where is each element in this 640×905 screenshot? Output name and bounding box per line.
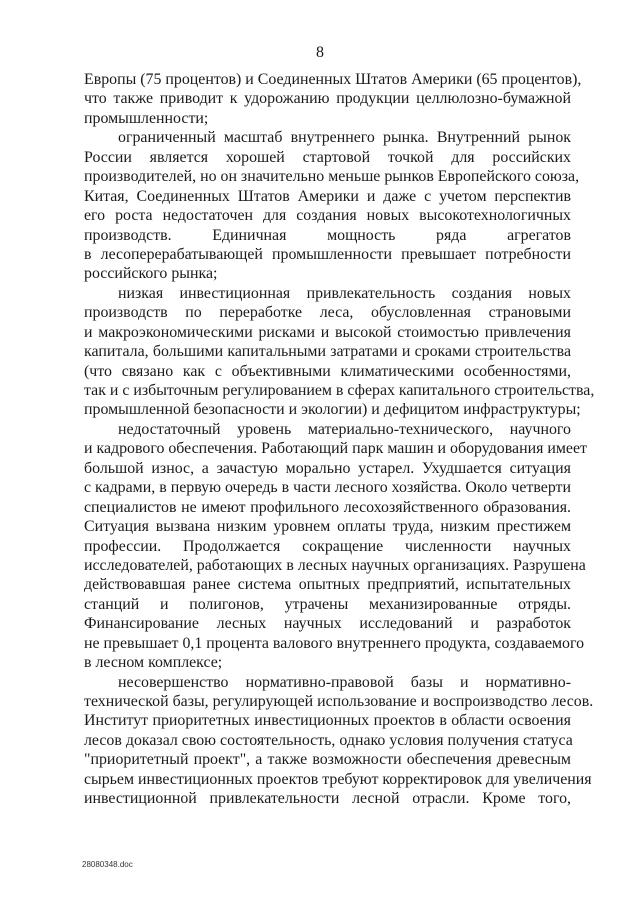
- paragraph-limited-market: [84, 128, 580, 284]
- text-line: Институт приоритетных инвестиционных проектов в области освоения: [84, 712, 571, 730]
- text-line: и макроэкономическими рисками и высокой стоимостью привлечения: [84, 323, 571, 341]
- paragraph-low-investment: [84, 284, 595, 420]
- text-line: производителей, но он значительно меньше рынков Европейского союза,: [84, 168, 580, 186]
- paragraph-insufficient-support: [84, 420, 587, 673]
- text-line: так и с избыточным регулированием в сферах капитального строительства,: [84, 382, 595, 399]
- text-line: в лесном комплексе;: [84, 654, 223, 672]
- text-line: производств. Единичная мощность ряда агрегатов: [84, 226, 571, 244]
- text-line: России является хорошей стартовой точкой для российских: [84, 148, 571, 166]
- text-line: "приоритетный проект", а также возможности обеспечения древесным: [84, 751, 571, 769]
- text-line: Ситуация вызвана низким уровнем оплаты труда, низким престижем: [84, 518, 571, 536]
- text-line: Китая, Соединенных Штатов Америки и даже с учетом перспектив: [84, 187, 571, 205]
- text-line: лесов доказал свою состоятельность, однако условия получения статуса: [84, 731, 573, 749]
- document-file-code: 28080348.doc: [82, 860, 133, 869]
- text-line: недостаточный уровень материально-технического, научного: [118, 420, 571, 438]
- text-line: в лесоперерабатывающей промышленности превышает потребности: [84, 245, 571, 263]
- text-line: станций и полигонов, утрачены механизированные отряды.: [84, 595, 571, 613]
- text-line: промышленной безопасности и экологии) и дефицитом инфраструктуры;: [84, 401, 581, 419]
- text-line: Финансирование лесных научных исследований и разработок: [84, 615, 571, 633]
- text-line: его роста недостаточен для создания новых высокотехнологичных: [84, 207, 571, 225]
- paragraph-continuation: [84, 70, 582, 128]
- text-line: российского рынка;: [84, 265, 218, 283]
- text-line: Европы (75 процентов) и Соединенных Штатов Америки (65 процентов),: [84, 71, 582, 88]
- text-line: технической базы, регулирующей использование и воспроизводство лесов.: [84, 693, 594, 710]
- page-number: 8: [316, 44, 324, 61]
- text-line: и кадрового обеспечения. Работающий парк машин и оборудования имеет: [84, 440, 587, 458]
- text-line: производств по переработке леса, обусловленная страновыми: [84, 304, 571, 322]
- text-line: с кадрами, в первую очередь в части лесного хозяйства. Около четверти: [84, 479, 571, 497]
- document-body: [84, 70, 595, 809]
- text-line: несовершенство нормативно-правовой базы и нормативно-: [118, 673, 571, 691]
- text-line: промышленности;: [84, 109, 209, 127]
- text-line: инвестиционной привлекательности лесной отрасли. Кроме того,: [84, 790, 571, 808]
- text-line: сырьем инвестиционных проектов требуют корректировок для увеличения: [84, 770, 592, 788]
- text-line: исследователей, работающих в лесных научных организациях. Разрушена: [84, 556, 586, 574]
- text-line: что также приводит к удорожанию продукции целлюлозно-бумажной: [84, 90, 571, 108]
- text-line: низкая инвестиционная привлекательность создания новых: [118, 284, 571, 302]
- text-line: ограниченный масштаб внутреннего рынка. Внутренний рынок: [118, 129, 571, 147]
- text-line: действовавшая ранее система опытных предприятий, испытательных: [84, 576, 571, 594]
- text-line: (что связано как с объективными климатическими особенностями,: [84, 362, 571, 380]
- text-line: большой износ, а зачастую морально устарел. Ухудшается ситуация: [84, 459, 571, 477]
- text-line: не превышает 0,1 процента валового внутреннего продукта, создаваемого: [84, 634, 585, 652]
- text-line: капитала, большими капитальными затратами и сроками строительства: [84, 343, 571, 361]
- text-line: профессии. Продолжается сокращение численности научных: [84, 537, 571, 555]
- paragraph-regulatory-base: [84, 673, 594, 809]
- text-line: специалистов не имеют профильного лесохозяйственного образования.: [84, 498, 571, 516]
